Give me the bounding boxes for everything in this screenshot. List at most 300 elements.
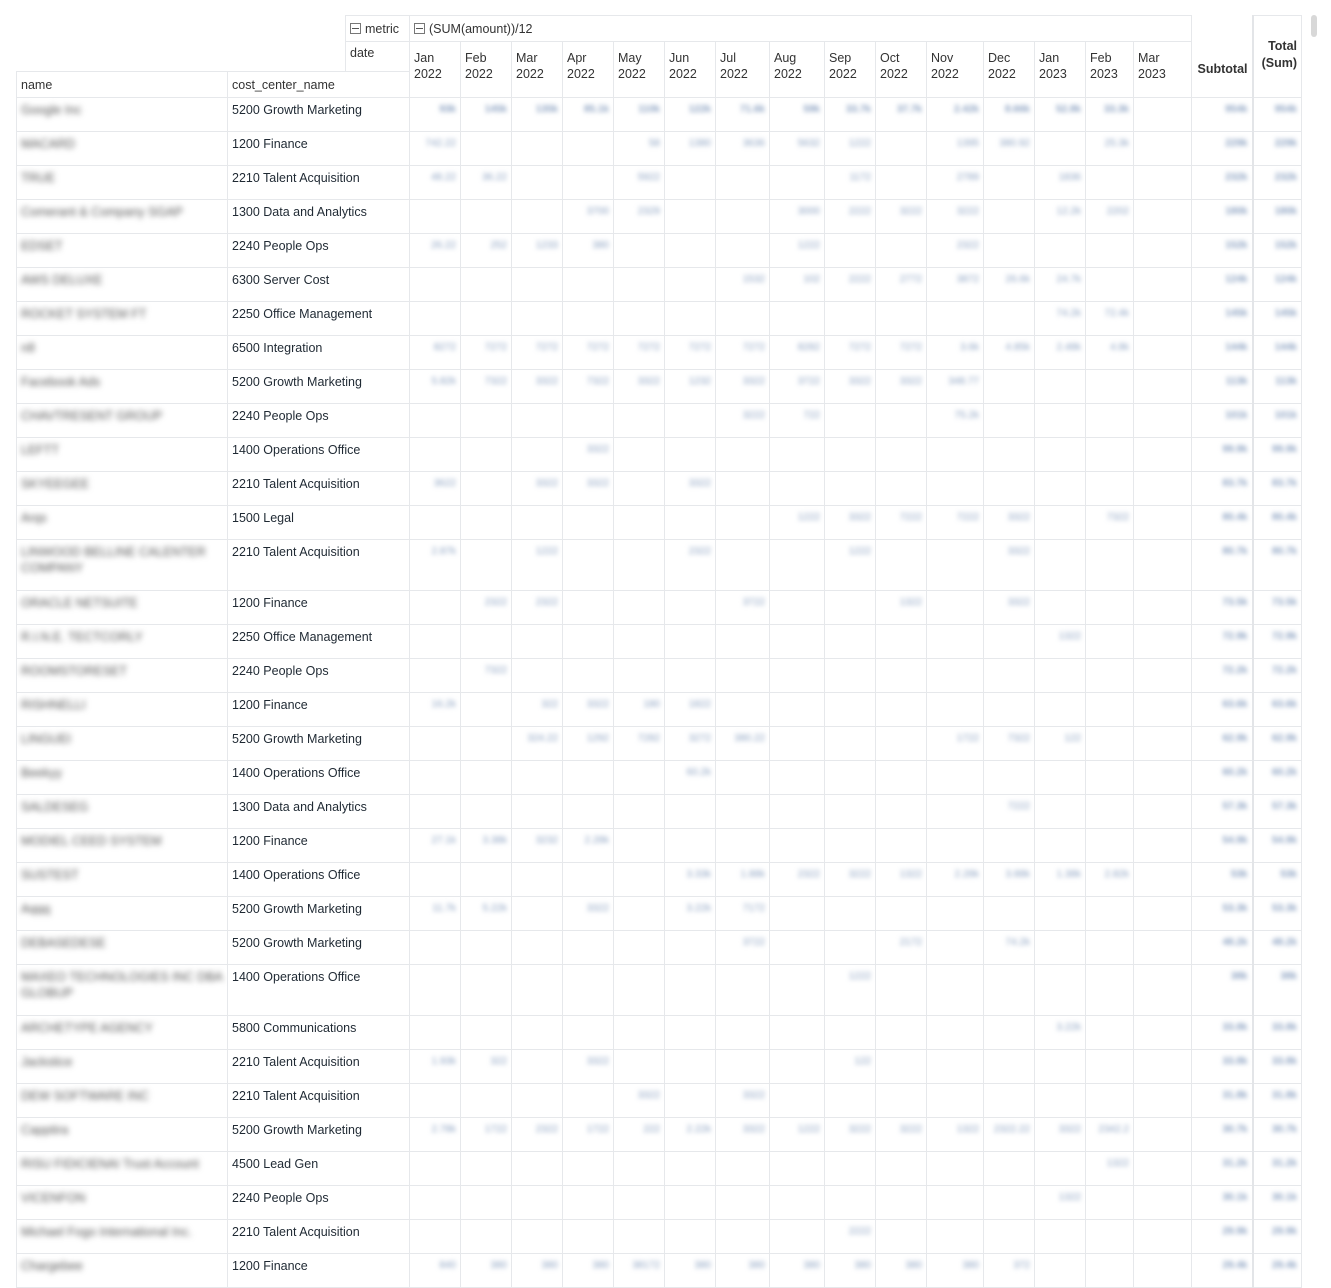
subtotal-cell: 83.7k	[1192, 472, 1253, 506]
vendor-name-cell	[17, 829, 228, 863]
vendor-name-cell	[17, 863, 228, 897]
month-value-cell	[1134, 897, 1192, 931]
month-value-cell	[512, 132, 563, 166]
month-value-cell: 2789	[927, 166, 984, 200]
month-value-cell	[512, 625, 563, 659]
cost-center-cell: 2240 People Ops	[228, 1186, 410, 1220]
month-value-cell	[876, 1186, 927, 1220]
month-value-cell	[665, 965, 716, 1016]
month-value-cell	[614, 591, 665, 625]
month-value-cell	[512, 1016, 563, 1050]
month-value-cell: 8282	[770, 336, 825, 370]
month-value-cell	[716, 1220, 770, 1254]
month-value-cell	[825, 659, 876, 693]
month-value-cell	[876, 1084, 927, 1118]
table-row[interactable]	[17, 1016, 1302, 1050]
month-value-cell	[825, 693, 876, 727]
cost-center-cell: 1200 Finance	[228, 591, 410, 625]
month-value-cell: 2322	[665, 540, 716, 591]
month-value-cell: 135k	[512, 98, 563, 132]
month-value-cell	[984, 370, 1035, 404]
month-value-cell: 3.22k	[1035, 1016, 1086, 1050]
table-row[interactable]	[17, 438, 1302, 472]
month-value-cell	[984, 1050, 1035, 1084]
pivot-body	[17, 98, 1302, 1288]
table-row[interactable]	[17, 659, 1302, 693]
table-row[interactable]	[17, 625, 1302, 659]
cost-center-cell: 4500 Lead Gen	[228, 1152, 410, 1186]
month-year: 2022	[567, 67, 595, 81]
month-year: 2022	[414, 67, 442, 81]
month-value-cell	[716, 166, 770, 200]
month-value-cell: 74.2k	[984, 931, 1035, 965]
month-value-cell	[1134, 506, 1192, 540]
vendor-name: MACARD	[21, 137, 76, 151]
month-value-cell: 5922	[614, 166, 665, 200]
subtotal-cell: 144k	[1192, 336, 1253, 370]
month-value-cell: 4.85k	[984, 336, 1035, 370]
month-value-cell: 25.3k	[1086, 132, 1134, 166]
collapse-measure-icon[interactable]	[414, 23, 425, 34]
month-value-cell: 7222	[927, 506, 984, 540]
month-value-cell	[1035, 506, 1086, 540]
month-value-cell	[1086, 1084, 1134, 1118]
month-header[interactable]	[984, 42, 1035, 98]
month-value-cell	[563, 540, 614, 591]
month-header[interactable]	[614, 42, 665, 98]
month-value-cell: 222	[614, 1118, 665, 1152]
table-row[interactable]	[17, 506, 1302, 540]
month-header[interactable]	[927, 42, 984, 98]
metric-label: metric	[365, 21, 400, 36]
total-sum-header[interactable]	[1253, 16, 1302, 98]
month-value-cell	[984, 693, 1035, 727]
month-value-cell	[1134, 625, 1192, 659]
month-value-cell	[665, 625, 716, 659]
month-value-cell: 7272	[563, 336, 614, 370]
month-value-cell: 12.2k	[1035, 200, 1086, 234]
table-row[interactable]	[17, 591, 1302, 625]
month-value-cell	[825, 591, 876, 625]
month-value-cell	[770, 693, 825, 727]
month-value-cell	[1086, 591, 1134, 625]
month-value-cell: 2222	[825, 268, 876, 302]
month-header[interactable]	[1086, 42, 1134, 98]
month-value-cell	[410, 1016, 461, 1050]
month-value-cell	[716, 1050, 770, 1084]
table-row[interactable]	[17, 693, 1302, 727]
vendor-name: Google Inc	[21, 103, 82, 117]
month-value-cell	[1035, 1254, 1086, 1288]
month-value-cell: 2222	[825, 1220, 876, 1254]
month-value-cell	[1086, 370, 1134, 404]
table-row[interactable]	[17, 965, 1302, 1016]
name-column-header[interactable]	[17, 72, 228, 98]
month-value-cell	[1035, 795, 1086, 829]
month-value-cell	[825, 829, 876, 863]
month-header[interactable]	[461, 42, 512, 98]
month-value-cell	[1086, 472, 1134, 506]
month-value-cell	[461, 132, 512, 166]
month-value-cell	[665, 1084, 716, 1118]
month-header[interactable]	[1134, 42, 1192, 98]
subtotal-cell: 62.9k	[1192, 727, 1253, 761]
vendor-name: SKYEEGEE	[21, 477, 90, 491]
month-value-cell	[716, 1016, 770, 1050]
month-value-cell	[665, 1016, 716, 1050]
month-value-cell	[665, 1050, 716, 1084]
month-header[interactable]	[716, 42, 770, 98]
month-value-cell	[770, 659, 825, 693]
cost-center-cell: 1400 Operations Office	[228, 965, 410, 1016]
vendor-name-cell	[17, 1016, 228, 1050]
month-value-cell	[1134, 166, 1192, 200]
month-value-cell	[1134, 268, 1192, 302]
month-value-cell: 74.2k	[1035, 302, 1086, 336]
table-row[interactable]	[17, 931, 1302, 965]
month-value-cell	[716, 200, 770, 234]
month-value-cell: 2.28k	[927, 863, 984, 897]
month-value-cell	[1134, 829, 1192, 863]
month-value-cell	[770, 625, 825, 659]
month-value-cell	[876, 166, 927, 200]
month-value-cell	[461, 761, 512, 795]
month-value-cell	[563, 625, 614, 659]
month-value-cell	[512, 268, 563, 302]
table-row[interactable]	[17, 370, 1302, 404]
month-value-cell: 1322	[876, 591, 927, 625]
month-value-cell	[1035, 438, 1086, 472]
subtotal-cell: 180k	[1192, 200, 1253, 234]
month-value-cell: 380	[563, 1254, 614, 1288]
cost-center-cell: 5200 Growth Marketing	[228, 897, 410, 931]
month-value-cell	[512, 302, 563, 336]
month-name: Feb	[465, 51, 487, 65]
vendor-name: MODIEL CEED SYSTEM	[21, 834, 162, 848]
table-row[interactable]	[17, 166, 1302, 200]
month-value-cell: 3322	[563, 472, 614, 506]
month-value-cell	[770, 166, 825, 200]
month-value-cell	[984, 1084, 1035, 1118]
month-value-cell: 2329	[614, 200, 665, 234]
month-value-cell	[461, 1084, 512, 1118]
month-value-cell	[614, 897, 665, 931]
month-header[interactable]	[770, 42, 825, 98]
month-value-cell: 322	[461, 1050, 512, 1084]
month-value-cell: 60.2k	[665, 761, 716, 795]
month-value-cell	[770, 965, 825, 1016]
month-header[interactable]	[825, 42, 876, 98]
month-value-cell: 7322	[984, 727, 1035, 761]
cost-center-cell: 2250 Office Management	[228, 302, 410, 336]
month-value-cell	[1134, 693, 1192, 727]
vendor-name: MAXEO TECHNOLOGIES INC DBA GLOBUP	[21, 970, 223, 1000]
total-cell: 80.4k	[1253, 506, 1302, 540]
month-value-cell: 7272	[665, 336, 716, 370]
month-value-cell: 1292	[563, 727, 614, 761]
month-value-cell	[927, 438, 984, 472]
month-value-cell: 3.6k	[927, 336, 984, 370]
month-value-cell	[614, 625, 665, 659]
vertical-scrollbar-thumb[interactable]	[1311, 15, 1317, 37]
month-year: 2022	[516, 67, 544, 81]
month-value-cell	[876, 965, 927, 1016]
subtotal-cell: 48.2k	[1192, 931, 1253, 965]
month-value-cell: 3322	[716, 370, 770, 404]
table-row[interactable]	[17, 1084, 1302, 1118]
table-row[interactable]	[17, 302, 1302, 336]
month-value-cell	[1086, 795, 1134, 829]
month-value-cell	[512, 1050, 563, 1084]
month-value-cell	[614, 1220, 665, 1254]
month-value-cell	[665, 1220, 716, 1254]
table-row[interactable]	[17, 1050, 1302, 1084]
table-row[interactable]	[17, 472, 1302, 506]
month-header[interactable]	[563, 42, 614, 98]
month-value-cell	[927, 897, 984, 931]
month-value-cell	[1134, 540, 1192, 591]
vendor-name-cell	[17, 234, 228, 268]
month-value-cell	[770, 931, 825, 965]
month-value-cell	[984, 761, 1035, 795]
cost-center-cell: 1400 Operations Office	[228, 761, 410, 795]
month-header[interactable]	[1035, 42, 1086, 98]
month-value-cell: 71.6k	[716, 98, 770, 132]
table-row[interactable]	[17, 132, 1302, 166]
month-value-cell: 380	[512, 1254, 563, 1288]
table-row[interactable]	[17, 1254, 1302, 1288]
table-row[interactable]	[17, 829, 1302, 863]
cost-center-cell: 1400 Operations Office	[228, 438, 410, 472]
month-year: 2022	[774, 67, 802, 81]
month-value-cell	[614, 540, 665, 591]
month-name: May	[618, 51, 642, 65]
cost-center-column-header[interactable]	[228, 72, 410, 98]
month-value-cell	[410, 965, 461, 1016]
table-row[interactable]	[17, 404, 1302, 438]
vendor-name-cell	[17, 404, 228, 438]
vendor-name-cell	[17, 897, 228, 931]
vendor-name: Facebook Ads	[21, 375, 101, 389]
month-value-cell	[1035, 829, 1086, 863]
month-value-cell	[1035, 472, 1086, 506]
month-value-cell	[1086, 404, 1134, 438]
cost-center-cell: 5200 Growth Marketing	[228, 98, 410, 132]
month-value-cell	[614, 234, 665, 268]
month-value-cell	[716, 659, 770, 693]
vendor-name-cell	[17, 931, 228, 965]
vendor-name: EDSET	[21, 239, 63, 253]
vendor-name-cell	[17, 506, 228, 540]
vendor-name-cell	[17, 540, 228, 591]
total-cell: 57.3k	[1253, 795, 1302, 829]
month-value-cell	[825, 795, 876, 829]
table-row[interactable]	[17, 761, 1302, 795]
month-value-cell: 3700	[563, 200, 614, 234]
vendor-name: CHAVTRESENT GROUP	[21, 409, 163, 423]
month-value-cell	[563, 591, 614, 625]
month-value-cell	[512, 1186, 563, 1220]
month-name: Mar	[1138, 51, 1160, 65]
metric-value-header	[410, 16, 1192, 42]
subtotal-cell: 101k	[1192, 404, 1253, 438]
month-value-cell	[770, 727, 825, 761]
month-value-cell: 3222	[825, 1118, 876, 1152]
cost-center-cell: 1300 Data and Analytics	[228, 200, 410, 234]
month-value-cell	[927, 829, 984, 863]
cost-center-cell: 6500 Integration	[228, 336, 410, 370]
month-year: 2022	[829, 67, 857, 81]
month-value-cell	[716, 795, 770, 829]
month-value-cell: 3722	[716, 931, 770, 965]
month-value-cell	[927, 931, 984, 965]
month-name: Jun	[669, 51, 690, 65]
table-row[interactable]	[17, 336, 1302, 370]
month-value-cell: 33.7k	[825, 98, 876, 132]
month-value-cell: 3.88k	[984, 863, 1035, 897]
month-value-cell: 122	[825, 1050, 876, 1084]
table-row[interactable]	[17, 200, 1302, 234]
month-value-cell	[461, 268, 512, 302]
total-cell: 33.8k	[1253, 1016, 1302, 1050]
month-value-cell	[563, 931, 614, 965]
cost-center-cell: 6300 Server Cost	[228, 268, 410, 302]
month-value-cell	[665, 1186, 716, 1220]
month-value-cell	[876, 540, 927, 591]
table-row[interactable]	[17, 1118, 1302, 1152]
table-row[interactable]	[17, 1152, 1302, 1186]
month-value-cell: 380	[770, 1254, 825, 1288]
month-value-cell: 3222	[876, 1118, 927, 1152]
total-cell: 124k	[1253, 268, 1302, 302]
month-value-cell: 3222	[876, 200, 927, 234]
month-value-cell: 1.88k	[716, 863, 770, 897]
table-row[interactable]	[17, 727, 1302, 761]
month-value-cell	[614, 506, 665, 540]
month-value-cell	[614, 761, 665, 795]
cost-center-cell: 1400 Operations Office	[228, 863, 410, 897]
subtotal-cell: 229k	[1192, 132, 1253, 166]
month-value-cell	[410, 863, 461, 897]
month-header[interactable]	[665, 42, 716, 98]
month-value-cell: 3272	[665, 727, 716, 761]
table-row[interactable]	[17, 863, 1302, 897]
subtotal-cell: 53k	[1192, 863, 1253, 897]
month-value-cell: 110k	[614, 98, 665, 132]
month-year: 2022	[880, 67, 908, 81]
month-value-cell: 3.33k	[665, 863, 716, 897]
table-row[interactable]	[17, 234, 1302, 268]
month-value-cell: 7322	[1086, 506, 1134, 540]
month-value-cell	[563, 1220, 614, 1254]
month-value-cell	[716, 1152, 770, 1186]
month-value-cell	[410, 438, 461, 472]
month-value-cell	[716, 625, 770, 659]
subtotal-cell: 99.9k	[1192, 438, 1253, 472]
month-value-cell	[614, 659, 665, 693]
vendor-name-cell	[17, 268, 228, 302]
cost-center-cell: 2210 Talent Acquisition	[228, 472, 410, 506]
table-row[interactable]	[17, 98, 1302, 132]
table-row[interactable]	[17, 1186, 1302, 1220]
cost-center-cell: 2240 People Ops	[228, 234, 410, 268]
date-header	[346, 42, 410, 72]
month-value-cell	[512, 1152, 563, 1186]
total-cell: 30.7k	[1253, 1118, 1302, 1152]
subtotal-cell: 33.8k	[1192, 1050, 1253, 1084]
month-value-cell	[563, 1084, 614, 1118]
month-value-cell: 380	[716, 1254, 770, 1288]
month-header[interactable]	[512, 42, 563, 98]
cost-center-cell: 5800 Communications	[228, 1016, 410, 1050]
month-value-cell	[461, 438, 512, 472]
table-row[interactable]	[17, 540, 1302, 591]
name-label: name	[21, 77, 53, 92]
subtotal-cell: 33.8k	[1192, 1016, 1253, 1050]
month-value-cell	[1134, 98, 1192, 132]
subtotal-header[interactable]	[1192, 16, 1253, 98]
month-value-cell	[825, 761, 876, 795]
month-value-cell	[1086, 1186, 1134, 1220]
vendor-name: Beekyy	[21, 766, 62, 780]
month-value-cell: 1222	[825, 965, 876, 1016]
table-row[interactable]	[17, 795, 1302, 829]
month-value-cell: 3722	[716, 591, 770, 625]
month-value-cell	[927, 472, 984, 506]
month-value-cell	[927, 1084, 984, 1118]
month-value-cell: 1222	[770, 506, 825, 540]
table-row[interactable]	[17, 1220, 1302, 1254]
month-value-cell: 1.93k	[410, 1050, 461, 1084]
cost-center-cell: 2210 Talent Acquisition	[228, 166, 410, 200]
month-value-cell: 7282	[614, 727, 665, 761]
month-value-cell: 3322	[984, 506, 1035, 540]
month-value-cell	[461, 1152, 512, 1186]
table-row[interactable]	[17, 897, 1302, 931]
month-value-cell	[1086, 931, 1134, 965]
month-value-cell	[984, 965, 1035, 1016]
month-value-cell	[410, 1220, 461, 1254]
month-value-cell	[461, 931, 512, 965]
month-value-cell	[876, 438, 927, 472]
month-value-cell	[461, 540, 512, 591]
cost-center-cell: 1500 Legal	[228, 506, 410, 540]
subtotal-cell: 30.7k	[1192, 1118, 1253, 1152]
month-header[interactable]	[410, 42, 461, 98]
month-year: 2022	[618, 67, 646, 81]
month-value-cell	[927, 591, 984, 625]
month-value-cell	[825, 1016, 876, 1050]
month-value-cell	[563, 965, 614, 1016]
vendor-name: ROCKET SYSTEM FT	[21, 307, 147, 321]
month-value-cell	[1035, 234, 1086, 268]
vendor-name-cell	[17, 438, 228, 472]
month-value-cell: 3872	[927, 268, 984, 302]
month-value-cell	[825, 302, 876, 336]
month-value-cell	[512, 965, 563, 1016]
month-value-cell	[410, 200, 461, 234]
month-value-cell: 3322	[716, 1084, 770, 1118]
table-row[interactable]	[17, 268, 1302, 302]
month-value-cell	[563, 761, 614, 795]
month-value-cell: 145k	[461, 98, 512, 132]
month-value-cell	[927, 965, 984, 1016]
collapse-metric-icon[interactable]	[350, 23, 361, 34]
month-header[interactable]	[876, 42, 927, 98]
month-value-cell: 3222	[825, 863, 876, 897]
month-value-cell	[770, 1016, 825, 1050]
month-value-cell	[1134, 1254, 1192, 1288]
